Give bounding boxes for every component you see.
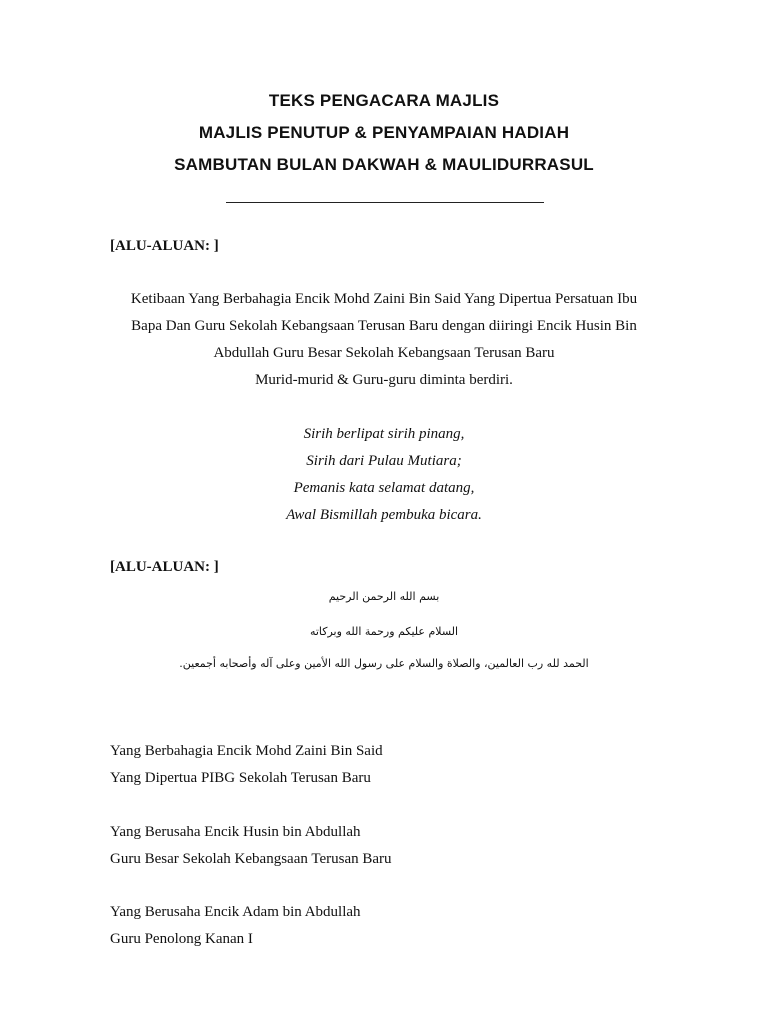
welcome-paragraph-line: Murid-murid & Guru-guru diminta berdiri.: [255, 372, 513, 388]
pantun-line: Sirih berlipat sirih pinang,: [303, 426, 465, 442]
dignitary-line: Yang Berbahagia Encik Mohd Zaini Bin Said: [110, 743, 383, 759]
pantun-line: Sirih dari Pulau Mutiara;: [306, 453, 462, 469]
arabic-salam: السلام عليكم ورحمة الله وبركاته: [309, 625, 459, 638]
dignitary-line: Guru Besar Sekolah Kebangsaan Terusan Baru: [110, 851, 392, 867]
dignitary-line: Guru Penolong Kanan I: [110, 931, 253, 947]
dignitary-line: Yang Dipertua PIBG Sekolah Terusan Baru: [110, 770, 371, 786]
title-divider: [226, 202, 544, 203]
dignitary-line: Yang Berusaha Encik Husin bin Abdullah: [110, 824, 361, 840]
welcome-paragraph-line: Bapa Dan Guru Sekolah Kebangsaan Terusan Baru dengan diiringi Encik Husin Bin: [131, 318, 637, 334]
title-line-2: MAJLIS PENUTUP & PENYAMPAIAN HADIAH: [198, 123, 570, 142]
section-heading-1: [ALU-ALUAN: ]: [110, 238, 219, 254]
title-line-3: SAMBUTAN BULAN DAKWAH & MAULIDURRASUL: [174, 155, 594, 174]
title-line-1: TEKS PENGACARA MAJLIS: [268, 91, 500, 110]
welcome-paragraph-line: Abdullah Guru Besar Sekolah Kebangsaan Terusan Baru: [213, 345, 555, 361]
dignitary-line: Yang Berusaha Encik Adam bin Abdullah: [110, 904, 361, 920]
pantun-line: Pemanis kata selamat datang,: [293, 480, 475, 496]
section-heading-2: [ALU-ALUAN: ]: [110, 559, 219, 575]
arabic-hamdalah: الحمد لله رب العالمين، والصلاة والسلام على رسول الله الأمين وعلى آله وأصحابه أجمعين.: [179, 657, 589, 670]
pantun-line: Awal Bismillah pembuka bicara.: [286, 507, 482, 523]
welcome-paragraph-line: Ketibaan Yang Berbahagia Encik Mohd Zaini Bin Said Yang Dipertua Persatuan Ibu: [130, 291, 638, 307]
arabic-basmala: بسم الله الرحمن الرحيم: [328, 590, 440, 603]
